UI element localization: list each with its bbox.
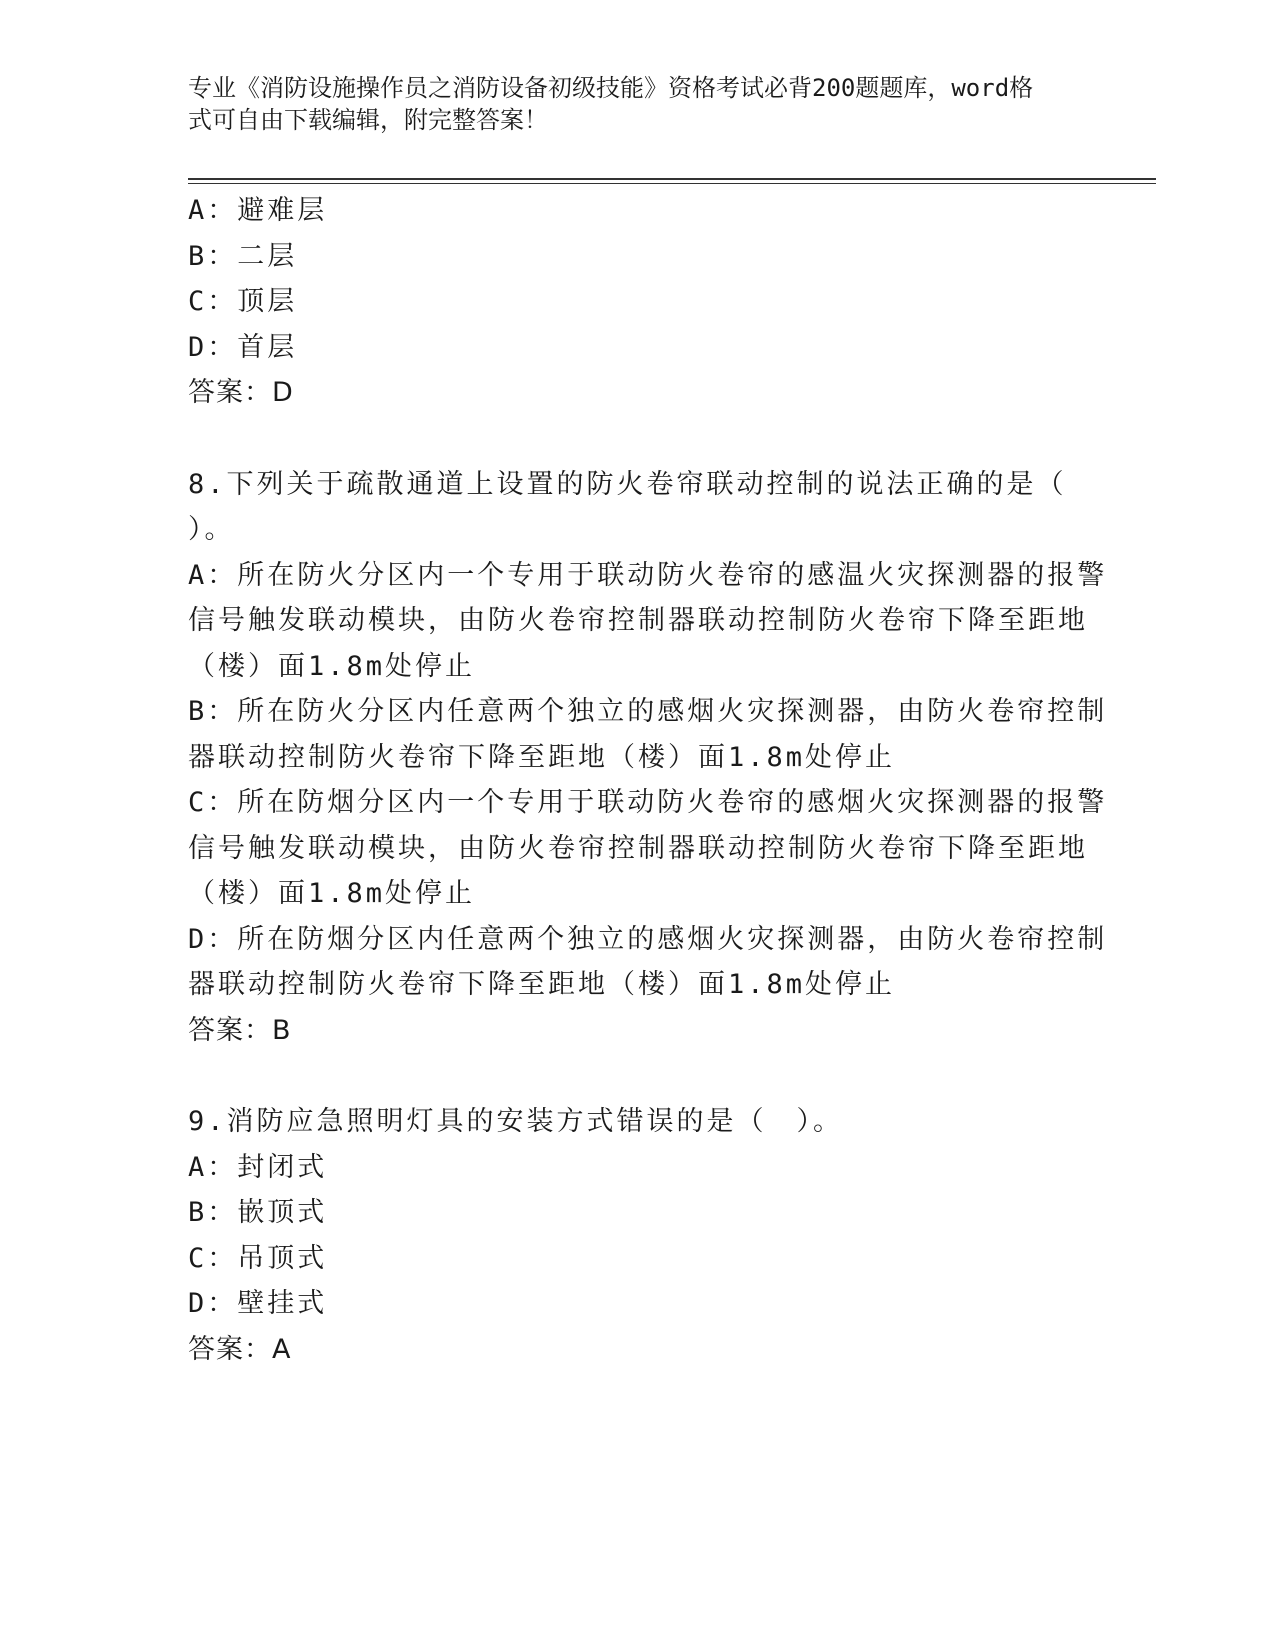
q8-option-a-line-3: （楼）面1.8m处停止 <box>188 650 476 682</box>
q8-option-b-line-2: 器联动控制防火卷帘下降至距地（楼）面1.8m处停止 <box>188 741 896 773</box>
q7-option-a: A：避难层 <box>188 195 328 226</box>
q8-option-c-line-3: （楼）面1.8m处停止 <box>188 878 476 909</box>
header-line-1: 专业《消防设施操作员之消防设备初级技能》资格考试必背200题题库，word格 <box>188 74 1034 102</box>
q9-option-b: B：嵌顶式 <box>188 1197 328 1228</box>
q7-option-d: D：首层 <box>188 331 298 363</box>
q8-answer: 答案：B <box>188 1014 292 1046</box>
header-divider-thin <box>188 183 1156 184</box>
q8-option-c-line-1: C：所在防烟分区内一个专用于联动防火卷帘的感烟火灾探测器的报警 <box>188 787 1108 818</box>
question-content <box>188 188 1108 1372</box>
question-7-block <box>188 188 1088 416</box>
q8-option-d-line-1: D：所在防烟分区内任意两个独立的感烟火灾探测器，由防火卷帘控制 <box>188 923 1108 955</box>
question-9-block <box>188 1099 1088 1372</box>
header-divider <box>188 178 1156 180</box>
q8-stem-line-1: 8.下列关于疏散通道上设置的防火卷帘联动控制的说法正确的是（ <box>188 468 1067 500</box>
q9-option-a: A：封闭式 <box>188 1151 328 1183</box>
question-8-block <box>188 462 1108 1054</box>
q7-option-c: C：顶层 <box>188 286 298 317</box>
q8-option-a-line-2: 信号触发联动模块，由防火卷帘控制器联动控制防火卷帘下降至距地 <box>188 605 1088 636</box>
q9-option-c: C：吊顶式 <box>188 1242 328 1274</box>
q9-answer: 答案：A <box>188 1333 292 1365</box>
q7-answer: 答案：D <box>188 377 294 408</box>
q9-stem: 9.消防应急照明灯具的安装方式错误的是（ ）。 <box>188 1106 844 1137</box>
q8-stem-line-2: ）。 <box>188 514 235 545</box>
q8-option-b-line-1: B：所在防火分区内任意两个独立的感烟火灾探测器，由防火卷帘控制 <box>188 696 1108 727</box>
q8-option-a-line-1: A：所在防火分区内一个专用于联动防火卷帘的感温火灾探测器的报警 <box>188 559 1108 591</box>
header-line-2: 式可自由下载编辑，附完整答案！ <box>188 106 548 134</box>
q7-option-b: B：二层 <box>188 240 298 272</box>
q9-option-d: D：壁挂式 <box>188 1288 328 1319</box>
document-header <box>188 72 1088 136</box>
q8-option-d-line-2: 器联动控制防火卷帘下降至距地（楼）面1.8m处停止 <box>188 969 896 1000</box>
q8-option-c-line-2: 信号触发联动模块，由防火卷帘控制器联动控制防火卷帘下降至距地 <box>188 832 1088 864</box>
